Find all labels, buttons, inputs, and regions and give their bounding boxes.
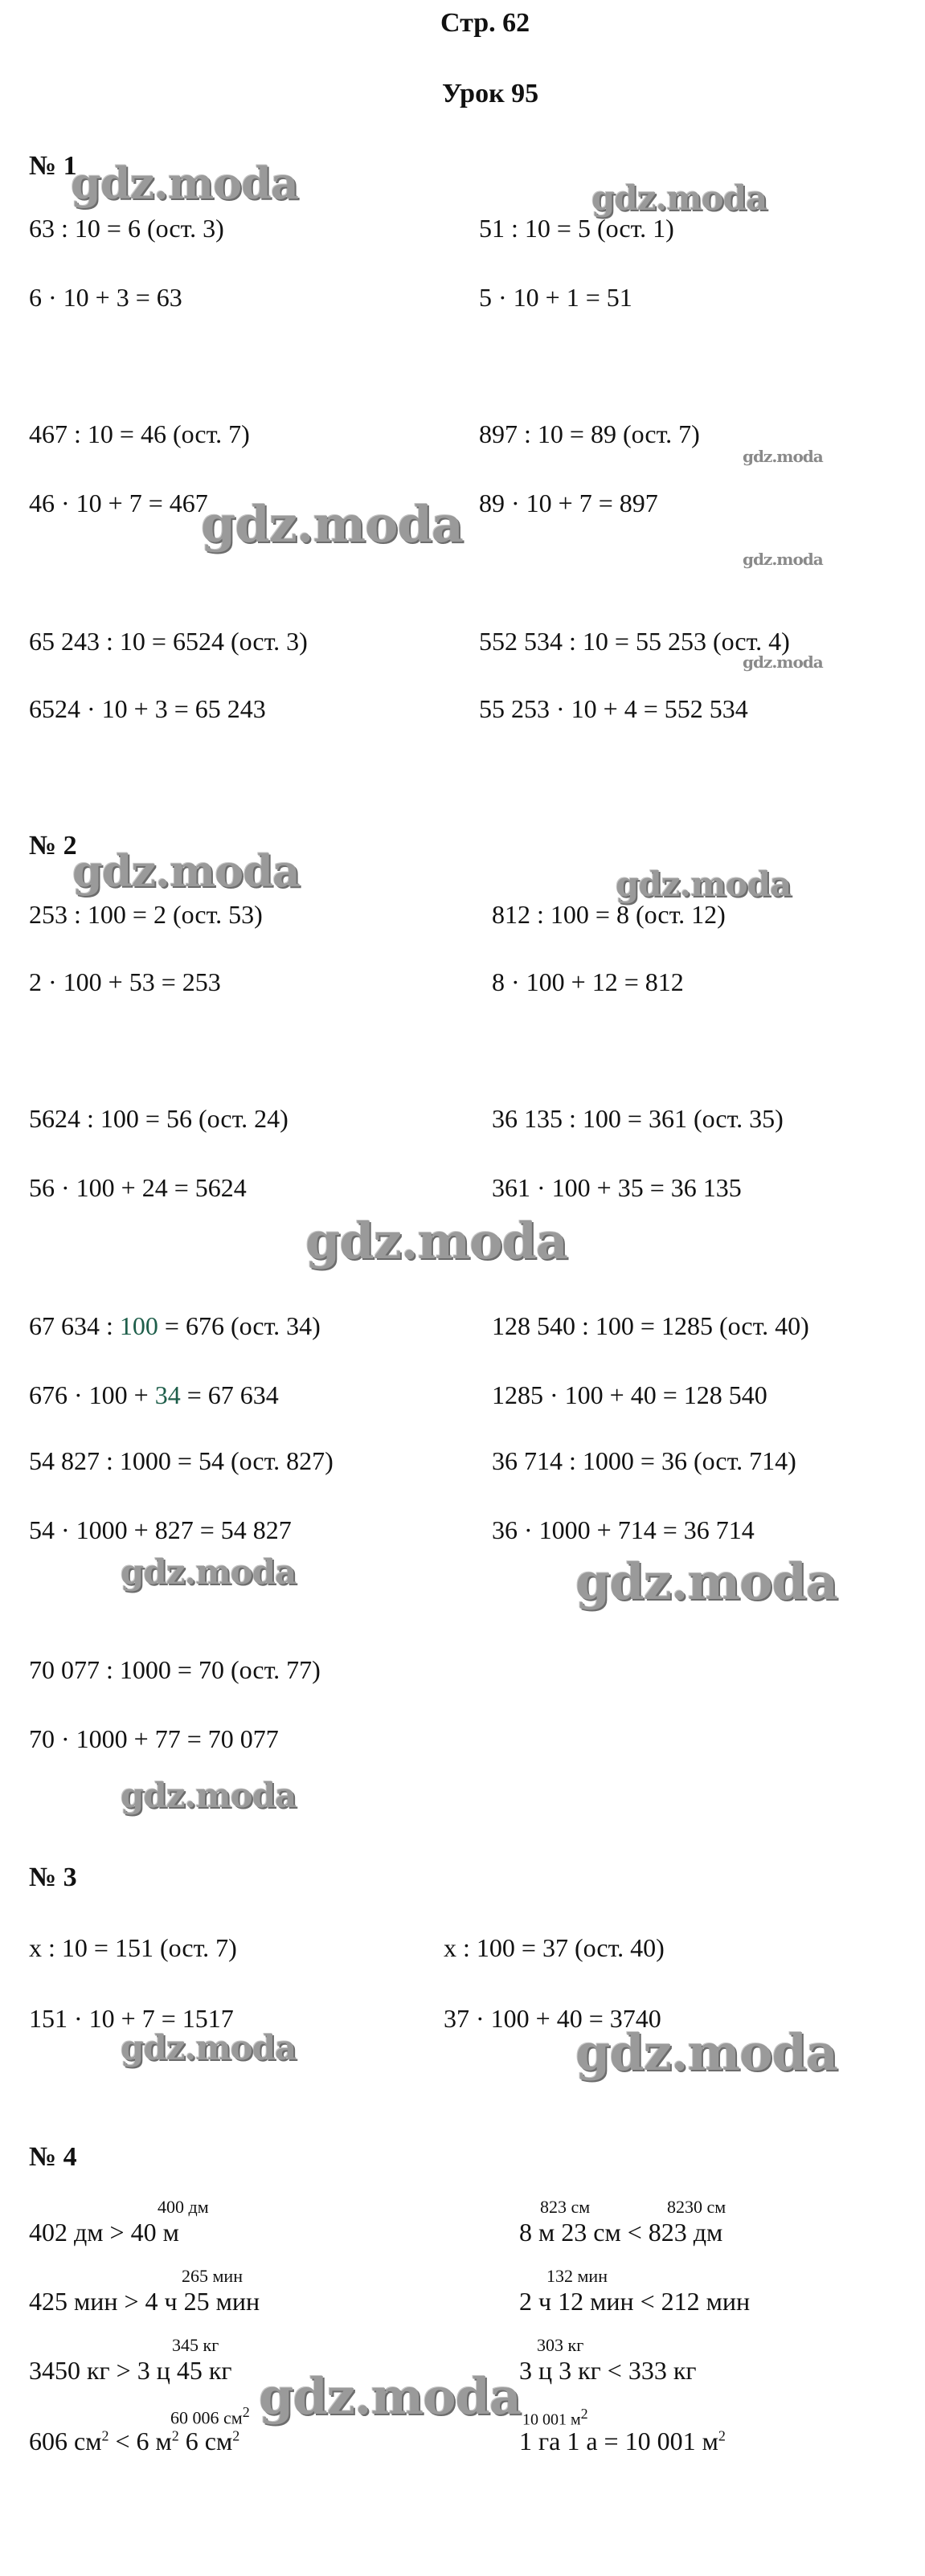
equation: 8 · 100 + 12 = 812 xyxy=(492,967,684,996)
conversion-note: 345 кг xyxy=(172,2335,219,2355)
comparison: 402 дм > 40 м xyxy=(29,2218,179,2247)
equation: 89 · 10 + 7 = 897 xyxy=(479,489,658,517)
comparison: 3 ц 3 кг < 333 кг xyxy=(519,2356,697,2385)
watermark-logo: gdz.moda xyxy=(201,495,463,554)
watermark-logo: gdz.moda xyxy=(575,2023,837,2082)
watermark-logo: gdz.moda xyxy=(575,1552,837,1611)
conversion-note: 823 см xyxy=(540,2197,591,2217)
watermark-logo: gdz.moda xyxy=(591,178,767,218)
task-2-label: № 2 xyxy=(29,831,77,861)
equation: 5 · 10 + 1 = 51 xyxy=(479,283,632,312)
conversion-note: 303 кг xyxy=(537,2335,584,2355)
equation: 2 · 100 + 53 = 253 xyxy=(29,967,221,996)
equation: 54 · 1000 + 827 = 54 827 xyxy=(29,1515,292,1544)
conversion-note: 400 дм xyxy=(158,2197,209,2217)
comparison: 606 $см^2 < 6$ $м^2$ 6 $см^2$ xyxy=(29,2427,240,2455)
equation: 36 · 1000 + 714 = 36 714 xyxy=(492,1515,755,1544)
comparison: 3450 кг > 3 ц 45 кг xyxy=(29,2356,232,2385)
equation: 36 714 : 1000 = 36 (ост. 714) xyxy=(492,1446,796,1475)
comparison: 425 мин > 4 ч 25 мин xyxy=(29,2287,260,2316)
equation: 1285 · 100 + 40 = 128 540 xyxy=(492,1380,767,1409)
task-1-label: № 1 xyxy=(29,151,77,181)
conversion-note: 60 006 $см^2$ xyxy=(170,2404,250,2428)
lesson-title: Урок 95 xyxy=(442,79,539,108)
watermark-logo: gdz.moda xyxy=(616,865,792,904)
conversion-note: 8230 см xyxy=(667,2197,726,2217)
equation: 67 634 : 100 = 676 (ост. 34) xyxy=(29,1311,321,1340)
equation: 897 : 10 = 89 (ост. 7) xyxy=(479,419,700,448)
equation: 812 : 100 = 8 (ост. 12) xyxy=(492,900,726,929)
conversion-note: 132 мин xyxy=(546,2266,608,2286)
conversion-note: 265 мин xyxy=(182,2266,243,2286)
equation: 151 · 10 + 7 = 1517 xyxy=(29,2004,234,2033)
equation: 65 243 : 10 = 6524 (ост. 3) xyxy=(29,627,308,656)
equation: 46 · 10 + 7 = 467 xyxy=(29,489,208,517)
comparison: 8 м 23 см < 823 дм xyxy=(519,2218,723,2247)
conversion-note: 10 001 $м^2$ xyxy=(522,2406,588,2429)
watermark-logo: gdz.moda xyxy=(743,550,823,569)
equation: 37 · 100 + 40 = 3740 xyxy=(444,2004,661,2033)
equation: 51 : 10 = 5 (ост. 1) xyxy=(479,214,674,243)
equation: 467 : 10 = 46 (ост. 7) xyxy=(29,419,250,448)
equation: 36 135 : 100 = 361 (ост. 35) xyxy=(492,1104,784,1133)
watermark-logo: gdz.moda xyxy=(121,1776,297,1815)
equation: 253 : 100 = 2 (ост. 53) xyxy=(29,900,263,929)
equation: 55 253 · 10 + 4 = 552 534 xyxy=(479,694,748,723)
task-4-label: № 4 xyxy=(29,2142,77,2172)
equation: x : 100 = 37 (ост. 40) xyxy=(444,1933,665,1962)
equation: 6 · 10 + 3 = 63 xyxy=(29,283,182,312)
watermark-logo: gdz.moda xyxy=(121,1552,297,1592)
watermark-logo: gdz.moda xyxy=(71,157,298,209)
equation: 70 077 : 1000 = 70 (ост. 77) xyxy=(29,1655,321,1684)
watermark-logo: gdz.moda xyxy=(305,1212,567,1270)
watermark-logo: gdz.moda xyxy=(743,447,823,466)
equation: 54 827 : 1000 = 54 (ост. 827) xyxy=(29,1446,334,1475)
equation: 552 534 : 10 = 55 253 (ост. 4) xyxy=(479,627,790,656)
watermark-logo: gdz.moda xyxy=(743,652,823,672)
page-number: Стр. 62 xyxy=(440,8,530,38)
comparison: 1 га 1 а = 10 001 $м^2$ xyxy=(519,2427,726,2455)
equation: 63 : 10 = 6 (ост. 3) xyxy=(29,214,224,243)
task-3-label: № 3 xyxy=(29,1862,77,1892)
equation: 5624 : 100 = 56 (ост. 24) xyxy=(29,1104,289,1133)
equation: 6524 · 10 + 3 = 65 243 xyxy=(29,694,266,723)
equation: 56 · 100 + 24 = 5624 xyxy=(29,1173,247,1202)
watermark-logo: gdz.moda xyxy=(121,2028,297,2067)
equation: 70 · 1000 + 77 = 70 077 xyxy=(29,1724,279,1753)
watermark-logo: gdz.moda xyxy=(72,845,300,897)
equation: 128 540 : 100 = 1285 (ост. 40) xyxy=(492,1311,809,1340)
watermark-logo: gdz.moda xyxy=(259,2367,521,2426)
comparison: 2 ч 12 мин < 212 мин xyxy=(519,2287,751,2316)
equation: 676 · 100 + 34 = 67 634 xyxy=(29,1380,279,1409)
equation: x : 10 = 151 (ост. 7) xyxy=(29,1933,237,1962)
equation: 361 · 100 + 35 = 36 135 xyxy=(492,1173,742,1202)
